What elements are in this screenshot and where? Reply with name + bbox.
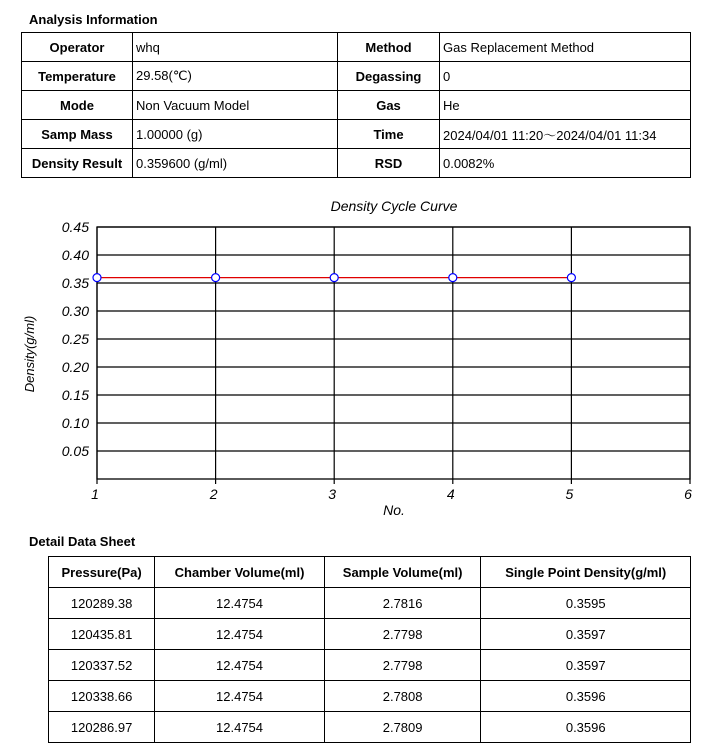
data-point <box>567 274 575 282</box>
detail-data-table <box>48 556 691 743</box>
plot-frame <box>97 227 690 479</box>
column-header: Single Point Density(g/ml) <box>481 557 691 588</box>
tick-labels <box>62 219 692 502</box>
table-cell: 0.3597 <box>481 650 691 681</box>
table-cell: 2.7808 <box>324 681 481 712</box>
table-row <box>49 712 691 743</box>
info-value: 0.0082% <box>440 149 691 178</box>
column-header: Pressure(Pa) <box>49 557 155 588</box>
table-row <box>49 650 691 681</box>
table-cell: 120286.97 <box>49 712 155 743</box>
y-tick-label: 0.45 <box>61 219 89 235</box>
density-cycle-curve-chart <box>0 190 718 530</box>
x-axis-label: No. <box>383 502 405 518</box>
y-tick-label: 0.05 <box>61 443 89 459</box>
y-tick-label: 0.20 <box>61 359 89 375</box>
info-row <box>22 62 691 91</box>
column-header: Chamber Volume(ml) <box>155 557 325 588</box>
y-tick-label: 0.25 <box>61 331 89 347</box>
table-cell: 0.3597 <box>481 619 691 650</box>
info-label: Degassing <box>338 62 440 91</box>
y-tick-label: 0.30 <box>61 303 89 319</box>
analysis-information-title: Analysis Information <box>29 12 158 27</box>
data-point <box>212 274 220 282</box>
info-value: Gas Replacement Method <box>440 33 691 62</box>
table-cell: 120435.81 <box>49 619 155 650</box>
info-label: Density Result <box>22 149 133 178</box>
y-tick-label: 0.10 <box>61 415 89 431</box>
table-cell: 12.4754 <box>155 712 325 743</box>
info-value: Non Vacuum Model <box>133 91 338 120</box>
table-row <box>49 619 691 650</box>
x-tick-label: 6 <box>684 486 692 502</box>
table-cell: 0.3596 <box>481 712 691 743</box>
y-tick-label: 0.35 <box>61 275 89 291</box>
table-row <box>49 588 691 619</box>
info-label: Time <box>338 120 440 149</box>
series <box>93 274 575 282</box>
table-cell: 12.4754 <box>155 619 325 650</box>
x-tick-label: 1 <box>91 486 99 502</box>
table-cell: 120337.52 <box>49 650 155 681</box>
table-cell: 0.3595 <box>481 588 691 619</box>
info-label: Gas <box>338 91 440 120</box>
info-label: Samp Mass <box>22 120 133 149</box>
info-label: Operator <box>22 33 133 62</box>
info-value: 1.00000 (g) <box>133 120 338 149</box>
y-tick-label: 0.15 <box>61 387 89 403</box>
table-cell: 12.4754 <box>155 650 325 681</box>
info-row <box>22 120 691 149</box>
info-value: whq <box>133 33 338 62</box>
info-value: He <box>440 91 691 120</box>
x-tick-label: 5 <box>565 486 574 502</box>
analysis-information-table <box>21 32 691 178</box>
table-cell: 12.4754 <box>155 681 325 712</box>
table-row <box>49 681 691 712</box>
table-cell: 2.7809 <box>324 712 481 743</box>
column-header: Sample Volume(ml) <box>324 557 481 588</box>
info-value: 0 <box>440 62 691 91</box>
table-cell: 12.4754 <box>155 588 325 619</box>
data-point <box>449 274 457 282</box>
info-row <box>22 91 691 120</box>
table-cell: 2.7798 <box>324 650 481 681</box>
info-label: RSD <box>338 149 440 178</box>
table-cell: 2.7816 <box>324 588 481 619</box>
table-cell: 120338.66 <box>49 681 155 712</box>
x-tick-label: 4 <box>446 486 455 502</box>
detail-data-sheet-title: Detail Data Sheet <box>29 534 136 549</box>
x-tick-label: 2 <box>209 486 218 502</box>
y-axis-label: Density(g/ml) <box>22 315 37 393</box>
table-cell: 0.3596 <box>481 681 691 712</box>
info-row <box>22 149 691 178</box>
info-label: Mode <box>22 91 133 120</box>
data-point <box>330 274 338 282</box>
info-value: 2024/04/01 11:20～2024/04/01 11:34 <box>440 120 691 149</box>
info-value: 29.58(℃) <box>133 62 338 91</box>
info-value: 0.359600 (g/ml) <box>133 149 338 178</box>
y-tick-label: 0.40 <box>61 247 89 263</box>
info-row <box>22 33 691 62</box>
info-label: Temperature <box>22 62 133 91</box>
chart-title: Density Cycle Curve <box>330 198 458 214</box>
x-tick-label: 3 <box>328 486 337 502</box>
data-point <box>93 274 101 282</box>
table-cell: 120289.38 <box>49 588 155 619</box>
info-label: Method <box>338 33 440 62</box>
table-cell: 2.7798 <box>324 619 481 650</box>
grid <box>97 227 690 484</box>
